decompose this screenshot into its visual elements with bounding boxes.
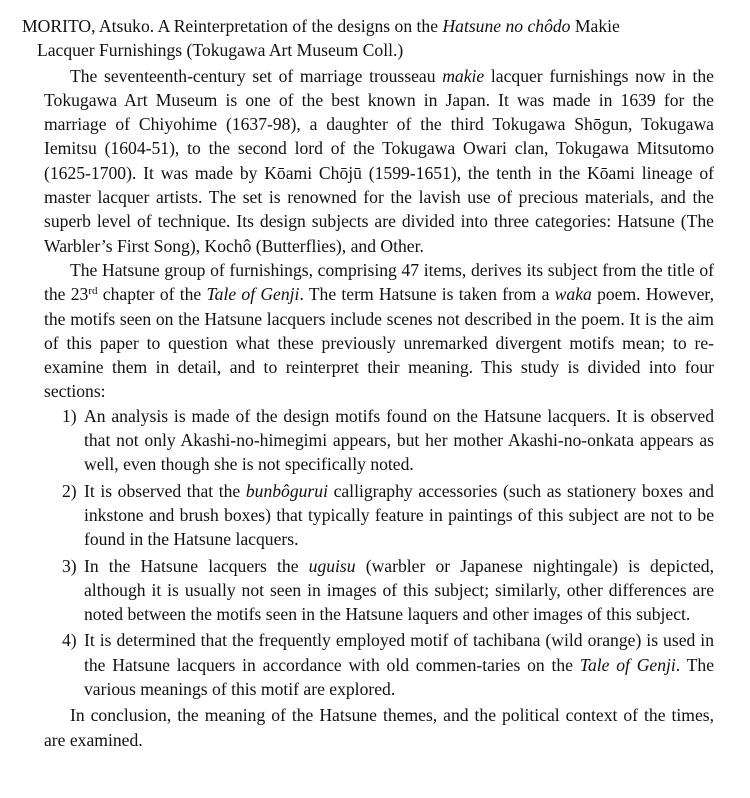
list-item: 3) In the Hatsune lacquers the uguisu (warbler or Japanese nightingale) is depicted, although it is usually not seen in images of this subject; similarly, other differences are noted between the motifs seen in the Hatsune laquers and other images of this subject.: [62, 555, 714, 625]
list-item: 1) An analysis is made of the design motifs found on the Hatsune lacquers. It is observed that not only Akashi-no-himegimi appears, but her mother Akashi-no-onkata appears as well, even though she is not specifically noted.: [62, 405, 714, 475]
list-item: 2) It is observed that the bunbôgurui calligraphy accessories (such as stationery boxes and inkstone and brush boxes) that typically feature in paintings of this subject are not to be found in the Hatsune lacquers.: [62, 480, 714, 550]
paragraph-conclusion: In conclusion, the meaning of the Hatsune themes, and the political context of the times, are examined.: [44, 705, 714, 750]
list-item: 4) It is determined that the frequently employed motif of tachibana (wild orange) is used in the Hatsune lacquers in accordance with old commen-taries on the Tale of Genji. The various meanings of this motif are explored.: [62, 630, 715, 700]
author-name: MORITO, Atsuko.: [22, 16, 155, 36]
article-title: MORITO, Atsuko. A Reinterpretation of the designs on the Hatsune no chôdo Makie Lacquer Furnishings (Tokugawa Art Museum Coll.): [22, 16, 620, 61]
paragraph-intro: The seventeenth-century set of marriage trousseau makie lacquer furnishings now in the Tokugawa Art Museum is one of the best known in Japan. It was made in 1639 for the marriage of Chiyohime (1637-98), a daughter of the third Tokugawa Shōgun, Tokugawa Iemitsu (1604-51), to the second lord of the Tokugawa Owari clan, Tokugawa Mitsutomo (1625-1700). It was made by Kōami Chōjū (1599-1651), the tenth in the Kōami lineage of master lacquer artists. The set is renowned for the lavish use of precious materials, and the superb level of technique. Its design subjects are divided into three categories: Hatsune (The Warbler’s First Song), Kochô (Butterflies), and Other.: [44, 65, 714, 256]
sections-list: [22, 404, 714, 702]
paragraph-aim: The Hatsune group of furnishings, comprising 47 items, derives its subject from the title of the 23rd chapter of the Tale of Genji. The term Hatsune is taken from a waka poem. However, the motifs seen on the Hatsune lacquers include scenes not described in the poem. It is the aim of this paper to question what these previously unremarked divergent motifs mean; to re-examine them in detail, and to reinterpret their meaning. This study is divided into four sections:: [44, 259, 714, 402]
